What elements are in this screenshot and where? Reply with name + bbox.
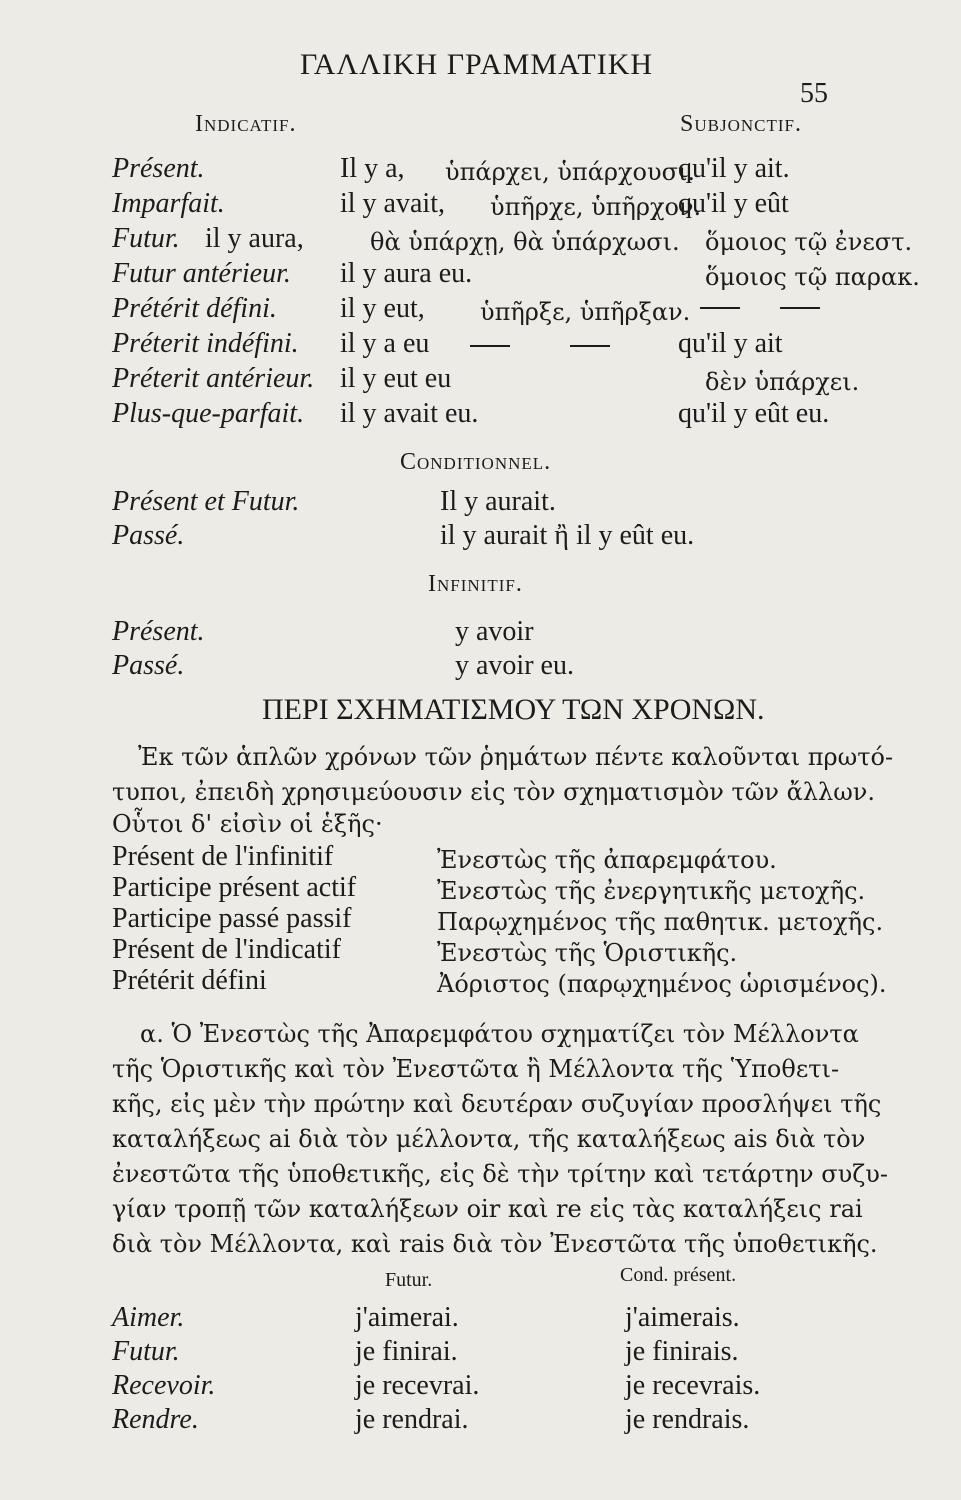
primitive-greek: Ἐνεστὼς τῆς Ὁριστικῆς. xyxy=(437,939,738,967)
infinitif-heading: Infinitif. xyxy=(428,571,523,597)
french-form: il y aurait ἢ il y eût eu. xyxy=(440,520,695,551)
french-form: il y avait, xyxy=(340,188,445,219)
subjunctive-form: ὅμοιος τῷ παρακ. xyxy=(705,263,920,291)
cond-form: j'aimerais. xyxy=(625,1302,740,1333)
futur-form: j'aimerai. xyxy=(355,1302,459,1333)
primitive-greek: Ἀόριστος (παρῳχημένος ὡρισμένος). xyxy=(437,970,887,998)
tense-label: Présent et Futur. xyxy=(112,486,300,517)
intro-line: Οὗτοι δ' εἰσὶν οἱ ἑξῆς· xyxy=(112,810,383,838)
french-form: il y eut, xyxy=(340,293,425,324)
tense-label: Préterit antérieur. xyxy=(112,363,315,394)
greek-form: ὑπῆρξε, ὑπῆρξαν. xyxy=(480,298,691,326)
paragraph-line: γίαν τροπῇ τῶν καταλήξεων oir καὶ re εἰς τὰς καταλήξεις rai xyxy=(112,1195,863,1223)
tense-label: Plus-que-parfait. xyxy=(112,398,305,429)
primitive-greek: Ἐνεστὼς τῆς ἐνεργητικῆς μετοχῆς. xyxy=(437,877,866,905)
subjonctif-heading: Subjonctif. xyxy=(680,111,802,137)
intro-line: Ἐκ τῶν ἁπλῶν χρόνων τῶν ῥημάτων πέντε καλοῦνται πρωτό- xyxy=(138,743,894,771)
primitive-french: Participe passé passif xyxy=(112,903,352,934)
paragraph-line: κῆς, εἰς μὲν τὴν πρώτην καὶ δευτέραν συζυγίαν προσλήψει τῆς xyxy=(112,1090,882,1118)
primitive-french: Prétérit défini xyxy=(112,965,267,996)
french-form: Il y a, xyxy=(340,153,405,184)
cond-form: je recevrais. xyxy=(625,1370,761,1401)
verb-label: Recevoir. xyxy=(112,1370,216,1401)
subjunctive-form: δὲν ὑπάρχει. xyxy=(705,368,860,396)
futur-form: je rendrai. xyxy=(355,1404,469,1435)
primitive-french: Présent de l'indicatif xyxy=(112,934,341,965)
verb-label: Aimer. xyxy=(112,1302,185,1333)
subjunctive-form: qu'il y eût eu. xyxy=(678,398,830,429)
tense-label: Prétérit défini. xyxy=(112,293,277,324)
primitive-greek: Ἐνεστὼς τῆς ἀπαρεμφάτου. xyxy=(437,846,777,874)
running-title: ΓΑΛΛΙΚΗ ΓΡΑΜΜΑΤΙΚΗ xyxy=(300,48,654,81)
greek-form: ὑπῆρχε, ὑπῆρχον. xyxy=(490,193,702,221)
french-form: y avoir eu. xyxy=(455,650,574,681)
tense-label: Préterit indéfini. xyxy=(112,328,299,359)
french-form: il y avait eu. xyxy=(340,398,479,429)
subjunctive-form: qu'il y ait xyxy=(678,328,783,359)
tense-label: Passé. xyxy=(112,650,185,681)
indicatif-heading: Indicatif. xyxy=(195,111,297,137)
futur-form: je recevrai. xyxy=(355,1370,480,1401)
french-form: il y a eu xyxy=(340,328,430,359)
futur-form: je finirai. xyxy=(355,1336,458,1367)
verb-label: Futur. xyxy=(112,1336,180,1367)
column-header-cond: Cond. présent. xyxy=(620,1264,737,1286)
greek-form: ὑπάρχει, ὑπάρχουσι. xyxy=(445,158,696,186)
verb-label: Rendre. xyxy=(112,1404,199,1435)
primitive-greek: Παρῳχημένος τῆς παθητικ. μετοχῆς. xyxy=(437,908,884,936)
cond-form: je finirais. xyxy=(625,1336,739,1367)
empty-marker xyxy=(470,338,610,354)
french-form: il y aura, xyxy=(205,223,304,254)
intro-line: τυποι, ἐπειδὴ χρησιμεύουσιν εἰς τὸν σχηματισμὸν τῶν ἄλλων. xyxy=(112,778,875,806)
tense-label: Imparfait. xyxy=(112,188,225,219)
primitive-french: Participe présent actif xyxy=(112,872,357,903)
subjunctive-form: qu'il y eût xyxy=(678,188,789,219)
french-form: y avoir xyxy=(455,616,534,647)
tense-label: Passé. xyxy=(112,520,185,551)
paragraph-line: καταλήξεως ai διὰ τὸν μέλλοντα, τῆς καταλήξεως ais διὰ τὸν xyxy=(112,1125,866,1153)
french-form: Il y aurait. xyxy=(440,486,556,517)
conditionnel-heading: Conditionnel. xyxy=(400,449,552,475)
paragraph-line: ἐνεστῶτα τῆς ὑποθετικῆς, εἰς δὲ τὴν τρίτην καὶ τετάρτην συζυ- xyxy=(112,1160,888,1188)
subjunctive-form: qu'il y ait. xyxy=(678,153,790,184)
tense-label: Présent. xyxy=(112,153,205,184)
cond-form: je rendrais. xyxy=(625,1404,750,1435)
paragraph-line: τῆς Ὁριστικῆς καὶ τὸν Ἐνεστῶτα ἢ Μέλλοντα τῆς Ὑποθετι- xyxy=(112,1055,840,1083)
column-header-futur: Futur. xyxy=(385,1269,433,1291)
tense-label: Futur antérieur. xyxy=(112,258,291,289)
tense-label: Présent. xyxy=(112,616,205,647)
paragraph-line: α. Ὁ Ἐνεστὼς τῆς Ἀπαρεμφάτου σχηματίζει τὸν Μέλλοντα xyxy=(140,1020,859,1048)
greek-form: θὰ ὑπάρχῃ, θὰ ὑπάρχωσι. xyxy=(370,228,680,256)
section-title: ΠΕΡΙ ΣΧΗΜΑΤΙΣΜΟΥ ΤΩΝ ΧΡΟΝΩΝ. xyxy=(262,693,765,726)
empty-marker xyxy=(700,300,820,316)
french-form: il y aura eu. xyxy=(340,258,473,289)
french-form: il y eut eu xyxy=(340,363,452,394)
page-number: 55 xyxy=(800,78,828,109)
tense-label: Futur. xyxy=(112,223,180,254)
subjunctive-form: ὅμοιος τῷ ἐνεστ. xyxy=(705,228,913,256)
paragraph-line: διὰ τὸν Μέλλοντα, καὶ rais διὰ τὸν Ἐνεστῶτα τῆς ὑποθετικῆς. xyxy=(112,1230,878,1258)
primitive-french: Présent de l'infinitif xyxy=(112,841,334,872)
